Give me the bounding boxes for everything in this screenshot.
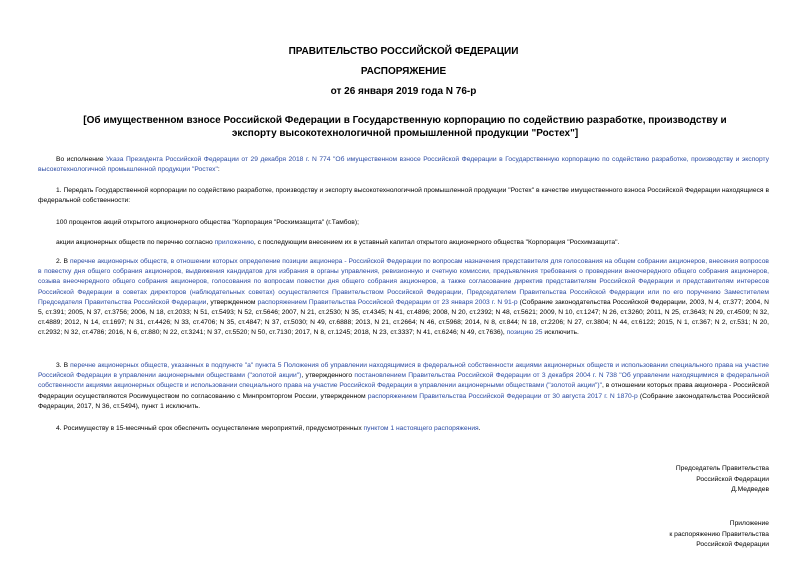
item-1-paragraph: 1. Передать Государственной корпорации по содействию разработке, производству и экспорту высокотехнологичной промышленной продукции "Ростех" в качестве имущественного взноса Российской Федерации находящиеся в федеральной собственности: xyxy=(38,187,769,205)
item-3-part-2: , утвержденного xyxy=(301,372,355,380)
document-date-number: от 26 января 2019 года N 76-р xyxy=(330,86,477,97)
signature-position: Председатель Правительства xyxy=(675,465,769,472)
item-3-part-1: 3. В xyxy=(56,362,71,369)
signature-name: Д.Медведев xyxy=(731,486,769,493)
appendix-country: Российской Федерации xyxy=(696,541,769,548)
presidential-decree-link[interactable]: Указа Президента Российской Федерации от 29 декабря 2018 г. N 774 "Об имущественном взносе Российской Федерации в Государственную корпорацию по содействию разработке, производству и экспорту высокотехнологичной промышленной продукции "Ростех" xyxy=(38,156,769,174)
item-2-paragraph xyxy=(38,257,769,339)
government-heading: ПРАВИТЕЛЬСТВО РОССИЙСКОЙ ФЕДЕРАЦИИ xyxy=(288,46,519,57)
item-2-part-1: 2. В xyxy=(56,258,70,265)
golden-share-list-link[interactable]: перечне акционерных обществ, указанных в подпункте "а" пункта 5 Положения об управлении находящимися в федеральной собственности акциями акционерных обществ и использовании специального права на участие Российской Федерации в управлении акционерными обществами ("золотой акции") xyxy=(38,362,769,380)
intro-paragraph xyxy=(38,155,769,175)
signature-block xyxy=(676,464,769,496)
item-1b-suffix: , с последующим внесением их в уставный капитал открытого акционерного общества "Корпорация "Росхимзащита". xyxy=(253,239,620,246)
document-title: [Об имущественном взносе Российской Федерации в Государственную корпорацию по содействию разработке, производству и экспорту высокотехнологичной промышленной продукции "Ростех"] xyxy=(83,115,727,139)
appendix-block xyxy=(669,519,769,551)
shareholders-list-link[interactable]: перечне акционерных обществ, в отношении которых определение позиции акционера - Российской Федерации по вопросам назначения представителя для голосования на общем собрании акционеров, внесения вопросов в повестку дня общего собрания акционеров, выдвижения кандидатов для избрания в органы управления, ревизионную и счетную комиссии, предъявления требования о проведении внеочередного общего собрания акционеров, созыва внеочередного общего собрания акционеров, голосования по вопросам повестки дня общего собрания акционеров, а также согласование директив представителям Российской Федерации и представителям интересов Российской Федерации в советах директоров (наблюдательных советах) осуществляется Правительством Российской Федерации, Председателем Правительства Российской Федерации или по его поручению Заместителем Председателя Правительства Российской Федерации xyxy=(38,258,769,306)
order-1870r-link[interactable]: распоряжением Правительства Российской Федерации от 30 августа 2017 г. N 1870-р xyxy=(367,392,638,400)
item-2-part-4: исключить. xyxy=(542,329,579,337)
item-2-part-2: , утвержденном xyxy=(206,298,258,306)
appendix-heading: Приложение xyxy=(729,520,769,527)
item-1a-paragraph: 100 процентов акций открытого акционерного общества "Корпорация "Росхимзащита" (г.Тамбов); xyxy=(56,219,359,226)
item-3-part-4: (Собрание законодательства Российской Федерации, 2017, N 36, ст.5494), пункт 1 исключить. xyxy=(38,392,769,410)
item-4-part-2: . xyxy=(478,425,481,432)
intro-prefix: Во исполнение xyxy=(56,156,106,163)
position-25-link[interactable]: позицию 25 xyxy=(506,329,543,337)
item-4-part-1: 4. Росимуществу в 15-месячный срок обеспечить осуществление мероприятий, предусмотренных xyxy=(56,425,364,432)
item-3-paragraph xyxy=(38,361,769,412)
item-1-reference-link[interactable]: пунктом 1 настоящего распоряжения xyxy=(363,425,479,432)
item-1b-prefix: акции акционерных обществ по перечню согласно xyxy=(56,239,215,246)
appendix-reference: к распоряжению Правительства xyxy=(669,530,769,538)
item-1b-paragraph xyxy=(38,238,769,248)
document-type: РАСПОРЯЖЕНИЕ xyxy=(360,66,447,77)
signature-country: Российской Федерации xyxy=(696,475,769,483)
appendix-link[interactable]: приложению xyxy=(214,239,254,246)
item-2-part-3: (Собрание законодательства Российской Федерации, 2003, N 4, ст.377; 2004, N 5, ст.391; 2005, N 37, ст.3756; 2006, N 18, ст.2033; N 51, ст.5493; N 52, ст.5646; 2007, N 21, ст.2530; N 35, ст.4345; N 41, ст.4896; 2008, N 20, ст.2392; N 48, ст.5621; 2009, N 10, ст.1247; N 26, ст.3260; 2011, N 25, ст.3643; N 29, ст.4509; N 32, ст.4889; 2012, N 14, ст.1697; N 31, ст.4426; N 33, ст.4706; N 35, ст.4847; N 37, ст.5030; N 49, ст.6888; 2013, N 21, ст.2664; N 46, ст.5968; 2014, N 8, ст.844; N 18, ст.2206; N 27, ст.3804; N 44, ст.6122; 2015, N 1, ст.367; N 2, ст.531; N 20, ст.2932; N 32, ст.4786; 2016, N 6, ст.880; N 22, ст.3241; N 37, ст.5520; N 50, ст.7130; 2017, N 8, ст.1245; 2018, N 23, ст.3337; N 41, ст.6246; N 49, ст.7636), xyxy=(38,298,769,337)
resolution-738-link[interactable]: постановлением Правительства Российской Федерации от 3 декабря 2004 г. N 738 "Об управлении находящимися в федеральной собственности акциями акционерных обществ и использовании специального права на участие Российской Федерации в управлении акционерными обществами ("золотой акции")" xyxy=(38,372,770,390)
intro-suffix: : xyxy=(217,166,220,174)
item-3-part-3: , в отношении которых права акционера - Российской Федерации осуществляются Росимуществом по согласованию с Минпромторгом России, утвержденном xyxy=(38,382,769,400)
item-4-paragraph xyxy=(38,424,769,434)
order-91r-link[interactable]: распоряжением Правительства Российской Федерации от 23 января 2003 г. N 91-р xyxy=(257,298,518,306)
